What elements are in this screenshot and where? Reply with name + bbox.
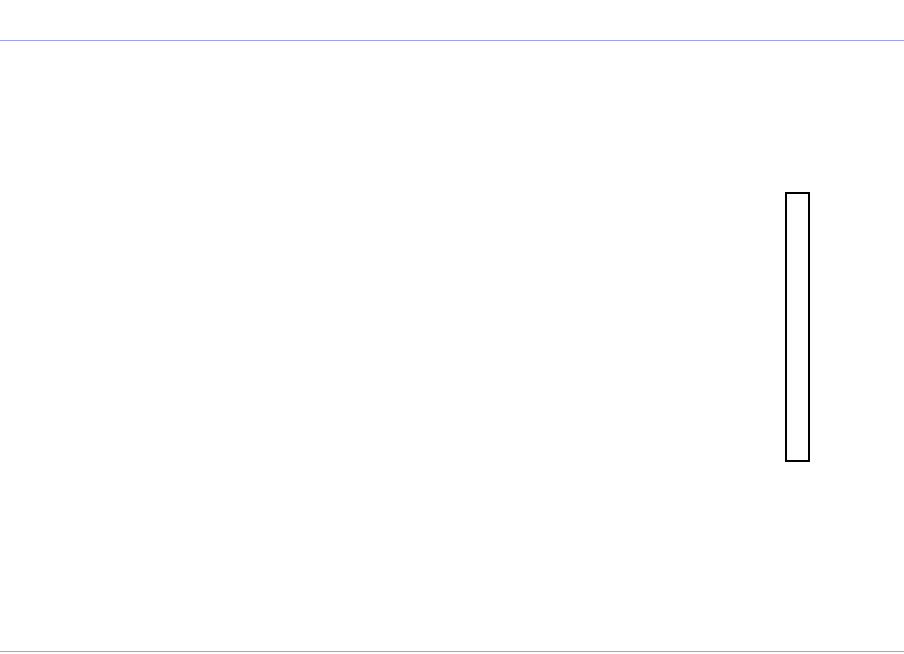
contour-plot [136,144,768,463]
colorbar [785,192,810,462]
window-divider-top [0,40,904,41]
window-divider-bottom [0,651,904,652]
